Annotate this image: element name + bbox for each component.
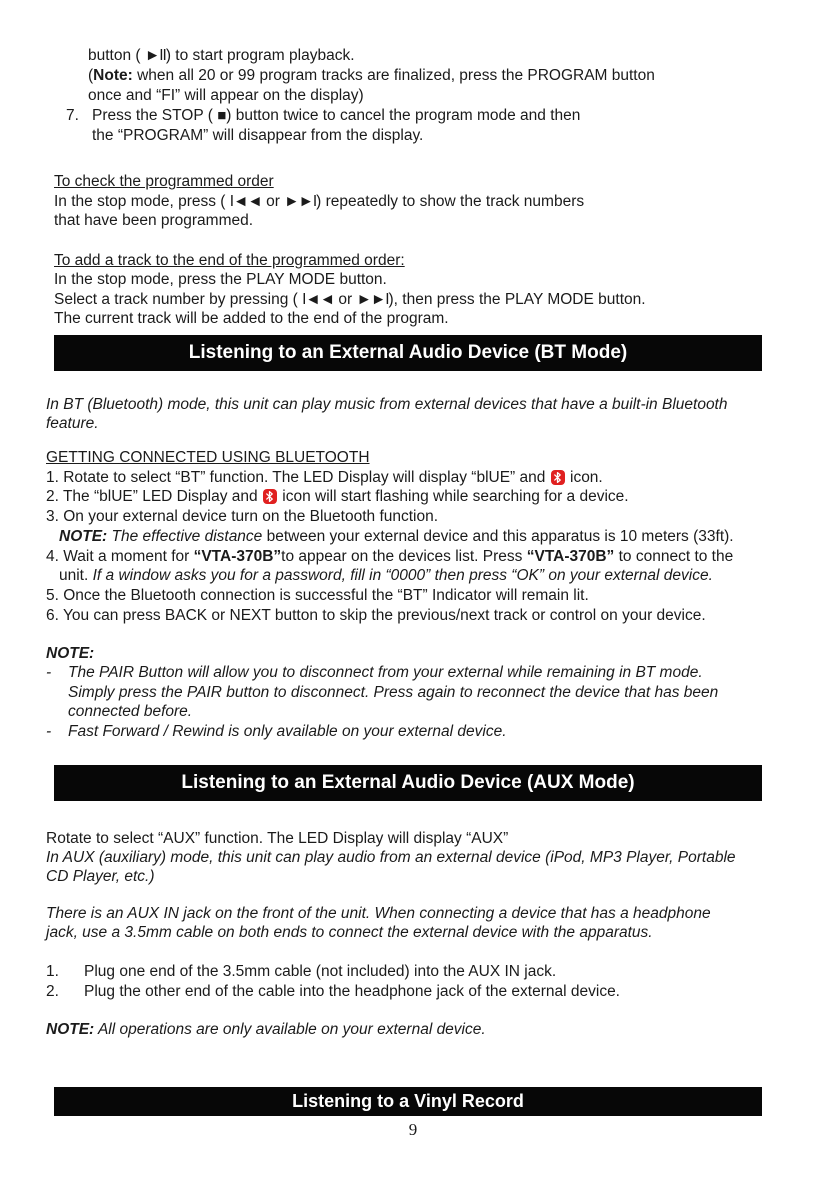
text-line: The current track will be added to the end of the program. (54, 310, 449, 327)
text-segment: ) to start program playback. (165, 47, 355, 64)
text-segment: All operations are only available on your external device. (94, 1021, 486, 1039)
text-line (54, 66, 780, 86)
text-line: that have been programmed. (54, 212, 254, 229)
step-3-note (46, 527, 780, 547)
text-line: Simply press the PAIR button to disconnect. Press again to reconnect the device that has been (68, 683, 719, 701)
aux-note (46, 1020, 780, 1040)
text-line: Fast Forward / Rewind is only available on your external device. (68, 722, 507, 740)
note-heading: NOTE: (46, 644, 95, 662)
model-name: “VTA-370B” (526, 547, 615, 565)
text-segment: ) repeatedly to show the track numbers (316, 192, 585, 210)
check-programmed-order-section (54, 172, 780, 231)
note-label: NOTE: (46, 1021, 95, 1039)
text-line: In AUX (auxiliary) mode, this unit can play audio from an external device (iPod, MP3 Player, Portable (46, 849, 736, 867)
text-line (54, 46, 780, 66)
section-title-vinyl-record: Listening to a Vinyl Record (54, 1087, 762, 1116)
text-line (54, 192, 780, 212)
list-number: 1. (46, 963, 59, 981)
bluetooth-connect-section (46, 448, 780, 468)
list-item-7 (54, 106, 780, 146)
text-segment: ), then press the PLAY MODE button. (388, 290, 646, 308)
list-item-text (92, 106, 580, 146)
text-segment: to appear on the devices list. Press (281, 547, 527, 565)
text-segment: Select a track number by pressing ( (54, 290, 303, 308)
text-segment: icon will start flashing while searching for a device. (277, 488, 629, 506)
text-segment: or (334, 290, 357, 308)
note-item (46, 722, 780, 742)
text-segment: In the stop mode, press ( (54, 192, 230, 210)
text-line (92, 106, 580, 126)
step-1 (46, 468, 780, 488)
subsection-heading: GETTING CONNECTED USING BLUETOOTH (46, 448, 370, 466)
text-segment: If a window asks you for a password, fill in “0000” then press “OK” on your external device. (92, 567, 713, 585)
play-pause-icon: ►II (144, 47, 166, 64)
next-track-icon: ►►I (356, 290, 389, 308)
section-title-bt-mode: Listening to an External Audio Device (BT Mode) (54, 335, 762, 371)
text-segment: button ( (88, 47, 145, 64)
text-segment: 4. Wait a moment for (46, 547, 194, 565)
text-line: jack, use a 3.5mm cable on both ends to connect the external device with the apparatus. (46, 924, 653, 942)
step-5: 5. Once the Bluetooth connection is successful the “BT” Indicator will remain lit. (46, 587, 589, 605)
text-line: In the stop mode, press the PLAY MODE button. (54, 271, 387, 288)
dash-bullet: - (46, 664, 52, 682)
page-number: 9 (408, 1120, 418, 1140)
stop-icon: ■ (217, 107, 227, 124)
text-line: feature. (46, 415, 99, 432)
text-line: Plug one end of the 3.5mm cable (not included) into the AUX IN jack. (84, 963, 557, 981)
add-track-section (54, 251, 780, 329)
text-line: once and “FI” will appear on the display) (88, 87, 364, 104)
text-line: Plug the other end of the cable into the headphone jack of the external device. (84, 983, 620, 1001)
text-line: The PAIR Button will allow you to disconnect from your external while remaining in BT mode. (68, 664, 703, 682)
text-line: In BT (Bluetooth) mode, this unit can play music from external devices that have a built-in Bluetooth (46, 395, 728, 413)
bt-mode-intro (46, 395, 780, 434)
aux-jack-paragraph (46, 904, 780, 942)
step-6: 6. You can press BACK or NEXT button to skip the previous/next track or control on your device. (46, 607, 706, 625)
text-segment: 1. Rotate to select “BT” function. The LED Display will display “blUE” and (46, 468, 550, 486)
text-line: CD Player, etc.) (46, 868, 155, 886)
step-3: 3. On your external device turn on the Bluetooth function. (46, 508, 439, 526)
bluetooth-icon (263, 489, 277, 504)
text-line: Rotate to select “AUX” function. The LED Display will display “AUX” (46, 830, 509, 848)
aux-mode-intro (46, 829, 780, 886)
note-label: Note: (93, 67, 133, 84)
text-line: There is an AUX IN jack on the front of the unit. When connecting a device that has a headphone (46, 905, 711, 923)
text-segment: The effective distance (107, 527, 263, 545)
note-item-text (68, 722, 507, 742)
text-segment: when all 20 or 99 program tracks are finalized, press the PROGRAM button (132, 67, 655, 84)
bluetooth-steps (46, 468, 780, 626)
note-item (46, 663, 780, 722)
text-line: the “PROGRAM” will disappear from the display. (92, 127, 424, 144)
text-segment: or (261, 192, 285, 210)
bluetooth-icon (551, 470, 565, 485)
aux-steps (46, 962, 780, 1002)
model-name: “VTA-370B” (193, 547, 282, 565)
step-4 (46, 547, 780, 567)
note-label: NOTE: (59, 527, 108, 545)
text-segment: icon. (565, 468, 603, 486)
dash-bullet: - (46, 722, 52, 740)
text-segment: between your external device and this apparatus is 10 meters (33ft). (262, 527, 734, 545)
text-segment: Press the STOP ( (92, 107, 218, 124)
subsection-heading: To add a track to the end of the programmed order: (54, 251, 405, 269)
text-line (46, 1020, 780, 1040)
list-number: 7. (66, 107, 79, 124)
text-segment: to connect to the (614, 547, 734, 565)
step-2 (46, 487, 780, 507)
list-number: 2. (46, 983, 59, 1001)
previous-track-icon: I◄◄ (302, 290, 335, 308)
step-4-continued (46, 566, 780, 586)
text-segment: ( (88, 67, 94, 84)
previous-track-icon: I◄◄ (229, 192, 262, 210)
text-segment: 2. The “blUE” LED Display and (46, 488, 262, 506)
text-segment: unit. (59, 567, 93, 585)
note-item-text (68, 663, 718, 722)
text-line: connected before. (68, 703, 193, 721)
bt-note-block (46, 644, 780, 742)
subsection-heading: To check the programmed order (54, 173, 274, 190)
step-1 (46, 962, 780, 982)
step-2 (46, 982, 780, 1002)
program-playback-section (54, 46, 780, 146)
next-track-icon: ►►I (284, 192, 317, 210)
text-segment: ) button twice to cancel the program mode and then (226, 107, 581, 124)
section-title-aux-mode: Listening to an External Audio Device (AUX Mode) (54, 765, 762, 801)
text-line (54, 290, 780, 310)
